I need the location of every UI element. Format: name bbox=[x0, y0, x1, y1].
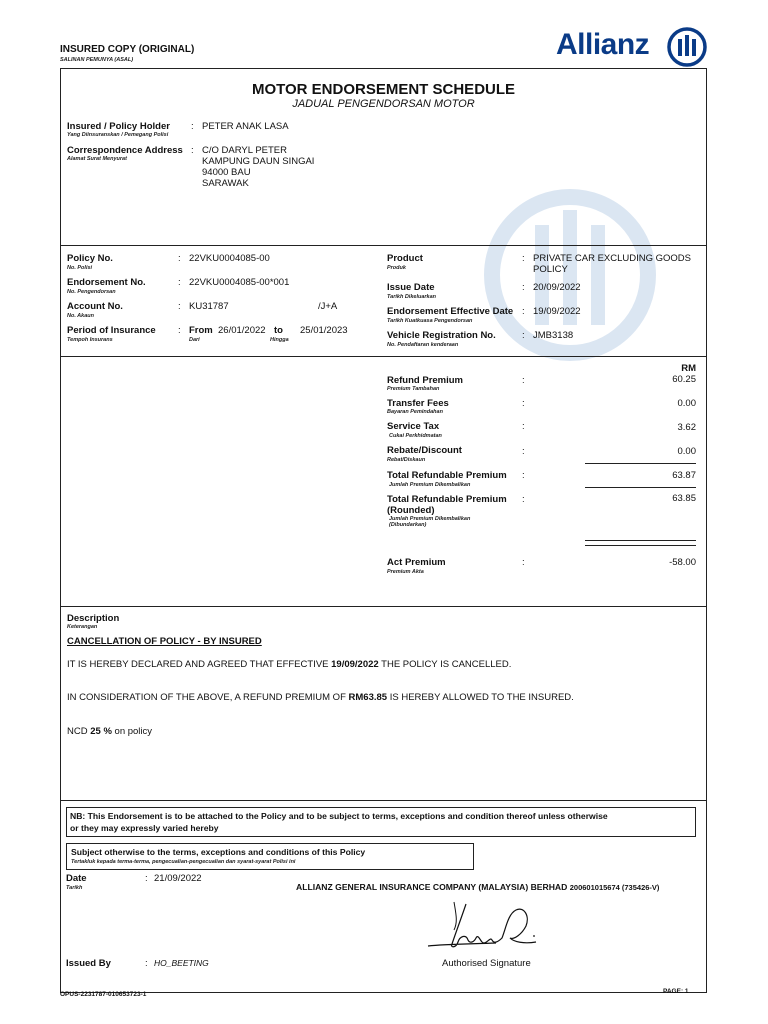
ncd-emphasis: 25 % bbox=[90, 726, 112, 737]
rounded-value: 63.85 bbox=[672, 493, 696, 504]
account-no-value: KU31787 bbox=[189, 301, 229, 312]
colon: : bbox=[522, 494, 525, 505]
colon: : bbox=[178, 277, 181, 288]
service-tax-value: 3.62 bbox=[677, 422, 696, 433]
vehicle-sub: No. Pendaftaran kenderaan bbox=[387, 342, 459, 348]
description-heading: CANCELLATION OF POLICY - BY INSURED bbox=[67, 636, 262, 647]
double-rule bbox=[585, 540, 696, 541]
divider bbox=[60, 606, 707, 607]
refund-text: IN CONSIDERATION OF THE ABOVE, A REFUND PREMIUM OF bbox=[67, 692, 349, 703]
product-label: Product bbox=[387, 253, 423, 264]
double-rule bbox=[585, 545, 696, 546]
address-line: KAMPUNG DAUN SINGAI bbox=[202, 156, 315, 167]
from-date: 26/01/2022 bbox=[218, 325, 266, 336]
declaration-text: THE POLICY IS CANCELLED. bbox=[378, 659, 512, 670]
insured-label-sub: Yang Diinsuranskan / Pemegang Polisi bbox=[67, 132, 169, 138]
product-sub: Produk bbox=[387, 265, 406, 271]
rounded-label-2: (Rounded) bbox=[387, 505, 435, 516]
period-label: Period of Insurance bbox=[67, 325, 156, 336]
account-no-sub: No. Akaun bbox=[67, 313, 94, 319]
nb-line: or they may expressly varied hereby bbox=[70, 823, 219, 833]
authorised-signature bbox=[426, 896, 542, 954]
colon: : bbox=[191, 121, 194, 132]
endorsement-no-sub: No. Pengendorsan bbox=[67, 289, 116, 295]
product-value: PRIVATE CAR EXCLUDING GOODS bbox=[533, 253, 692, 264]
transfer-fees-label: Transfer Fees bbox=[387, 398, 449, 409]
colon: : bbox=[145, 873, 148, 884]
transfer-fees-value: 0.00 bbox=[677, 398, 696, 409]
colon: : bbox=[178, 301, 181, 312]
issue-date-label: Issue Date bbox=[387, 282, 435, 293]
issue-date-sub: Tarikh Dikeluarkan bbox=[387, 294, 437, 300]
subject-line: Subject otherwise to the terms, exceptions and conditions of this Policy bbox=[71, 847, 366, 857]
refund-text: IS HEREBY ALLOWED TO THE INSURED. bbox=[387, 692, 574, 703]
declaration-line bbox=[67, 659, 511, 670]
address-line: 94000 BAU bbox=[202, 167, 251, 178]
company-reg: 200601015674 (735426-V) bbox=[569, 883, 660, 892]
declaration-text: IT IS HEREBY DECLARED AND AGREED THAT EFFECTIVE bbox=[67, 659, 332, 670]
refund-amount-emphasis: RM63.85 bbox=[348, 692, 388, 703]
divider bbox=[60, 800, 707, 801]
copy-label-sub: SALINAN PEMUNYA (ASAL) bbox=[60, 57, 134, 63]
colon: : bbox=[522, 557, 525, 568]
transfer-fees-sub: Bayaran Pemindahan bbox=[387, 409, 443, 415]
policy-no-sub: No. Polisi bbox=[67, 265, 93, 271]
currency-label: RM bbox=[681, 363, 696, 374]
colon: : bbox=[191, 145, 194, 156]
subject-sub: Tertakluk kepada terma-terma, pengecualian-pengecualian dan syarat-syarat Polisi ini bbox=[71, 859, 296, 865]
policy-no-label: Policy No. bbox=[67, 253, 113, 264]
service-tax-label: Service Tax bbox=[387, 421, 440, 432]
address-line: C/O DARYL PETER bbox=[202, 145, 287, 156]
product-value: POLICY bbox=[533, 264, 568, 275]
colon: : bbox=[178, 253, 181, 264]
date-sub: Tarikh bbox=[66, 885, 83, 891]
act-premium-label: Act Premium bbox=[387, 557, 446, 568]
company-name bbox=[296, 882, 659, 892]
act-premium-value: -58.00 bbox=[669, 557, 696, 568]
divider bbox=[60, 245, 707, 246]
total-refundable-sub: Jumlah Premium Dikembalikan bbox=[389, 482, 471, 488]
to-label: to bbox=[274, 325, 283, 336]
refund-premium-sub: Premium Tambahan bbox=[387, 386, 440, 392]
to-date: 25/01/2023 bbox=[300, 325, 348, 336]
rounded-sub-2: (Dibundarkan) bbox=[389, 522, 427, 528]
ncd-line bbox=[67, 726, 152, 737]
refund-line bbox=[67, 692, 574, 703]
policy-no-value: 22VKU0004085-00 bbox=[189, 253, 270, 264]
divider bbox=[60, 356, 707, 357]
ncd-text: NCD bbox=[67, 726, 91, 737]
colon: : bbox=[522, 282, 525, 293]
insured-label: Insured / Policy Holder bbox=[67, 121, 170, 132]
issued-by-value: HO_BEETING bbox=[154, 958, 209, 968]
effective-date-emphasis: 19/09/2022 bbox=[331, 659, 379, 670]
colon: : bbox=[145, 958, 148, 969]
refund-premium-value: 60.25 bbox=[672, 374, 696, 385]
rounded-sub: Jumlah Premium Dikembalikan bbox=[389, 516, 471, 522]
date-label: Date bbox=[66, 873, 87, 884]
footer-date-value: 21/09/2022 bbox=[154, 873, 202, 884]
from-sub: Dari bbox=[189, 337, 200, 343]
issued-by-label: Issued By bbox=[66, 958, 111, 969]
page-number: PAGE: 1 bbox=[663, 988, 689, 995]
endorsement-no-label: Endorsement No. bbox=[67, 277, 146, 288]
nb-line: NB: This Endorsement is to be attached to the Policy and to be subject to terms, exceptions and condition thereof unless otherwise bbox=[70, 811, 608, 821]
endorsement-no-value: 22VKU0004085-00*001 bbox=[189, 277, 290, 288]
colon: : bbox=[522, 306, 525, 317]
colon: : bbox=[522, 446, 525, 457]
vehicle-label: Vehicle Registration No. bbox=[387, 330, 496, 341]
rebate-label: Rebate/Discount bbox=[387, 445, 462, 456]
colon: : bbox=[522, 253, 525, 264]
description-label: Description bbox=[67, 613, 120, 624]
document-title: MOTOR ENDORSEMENT SCHEDULE bbox=[251, 81, 516, 98]
period-sub: Tempoh Insurans bbox=[67, 337, 113, 343]
document-subtitle: JADUAL PENGENDORSAN MOTOR bbox=[292, 98, 475, 110]
insured-value: PETER ANAK LASA bbox=[202, 121, 289, 132]
refund-premium-label: Refund Premium bbox=[387, 375, 464, 386]
brand-name: Allianz bbox=[556, 28, 650, 61]
account-code: /J+A bbox=[318, 301, 338, 312]
to-sub: Hingga bbox=[270, 337, 289, 343]
description-sub: Keterangan bbox=[67, 624, 98, 630]
effective-date-value: 19/09/2022 bbox=[533, 306, 581, 317]
colon: : bbox=[522, 375, 525, 386]
service-tax-sub: Cukai Perkhidmatan bbox=[389, 433, 442, 439]
colon: : bbox=[522, 330, 525, 341]
rounded-label: Total Refundable Premium bbox=[387, 494, 507, 505]
subtotal-rule bbox=[585, 463, 696, 464]
colon: : bbox=[522, 421, 525, 432]
effective-date-label: Endorsement Effective Date bbox=[387, 306, 514, 317]
total-refundable-value: 63.87 bbox=[672, 470, 696, 481]
colon: : bbox=[178, 325, 181, 336]
ncd-text: on policy bbox=[111, 726, 153, 737]
signature-caption: Authorised Signature bbox=[442, 958, 531, 969]
vehicle-value: JMB3138 bbox=[533, 330, 574, 341]
colon: : bbox=[522, 470, 525, 481]
total-rule bbox=[585, 487, 696, 488]
allianz-logo-icon bbox=[666, 26, 708, 68]
document-reference: OPUS-2231787-010653723-1 bbox=[60, 991, 147, 998]
company-name-text: ALLIANZ GENERAL INSURANCE COMPANY (MALAYSIA) BERHAD bbox=[296, 882, 568, 892]
address-line: SARAWAK bbox=[202, 178, 249, 189]
address-label-sub: Alamat Surat Menyurat bbox=[67, 156, 127, 162]
effective-date-sub: Tarikh Kuatkuasa Pengendorsan bbox=[387, 318, 473, 324]
total-refundable-label: Total Refundable Premium bbox=[387, 470, 507, 481]
from-label: From bbox=[189, 325, 213, 336]
address-label: Correspondence Address bbox=[67, 145, 183, 156]
rebate-sub: Rebat/Diskaun bbox=[387, 457, 426, 463]
rebate-value: 0.00 bbox=[677, 446, 696, 457]
colon: : bbox=[522, 398, 525, 409]
issue-date-value: 20/09/2022 bbox=[533, 282, 581, 293]
account-no-label: Account No. bbox=[67, 301, 123, 312]
copy-label: INSURED COPY (ORIGINAL) bbox=[60, 44, 195, 55]
act-premium-sub: Premium Akta bbox=[387, 569, 424, 575]
